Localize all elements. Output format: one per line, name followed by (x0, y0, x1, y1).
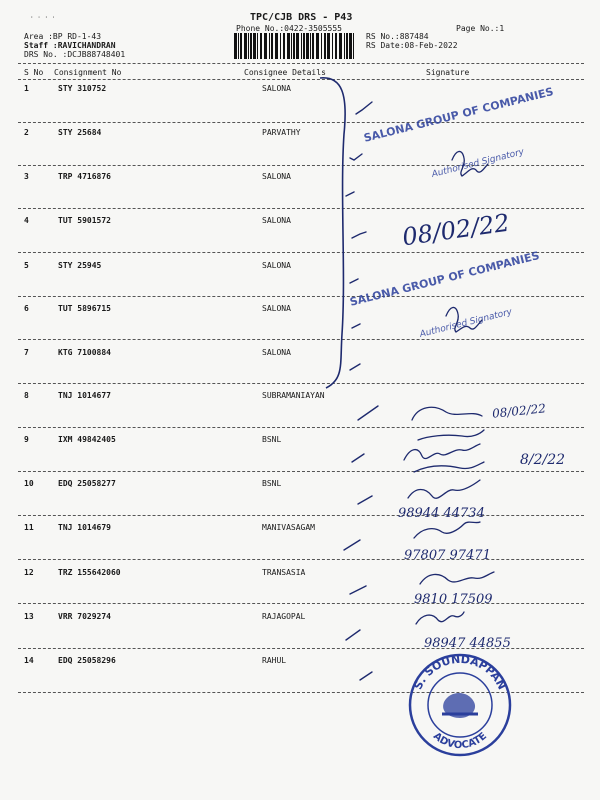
row-consignment: TNJ 1014679 (58, 523, 111, 532)
advocate-seal (400, 650, 520, 760)
row-consignment: KTG 7100884 (58, 348, 111, 357)
row-consignment: STY 25684 (58, 128, 102, 137)
authorised-stamp: Authorised Signatory (430, 147, 526, 180)
seal-title: ADVOCATE (430, 730, 490, 752)
row-consignee: SUBRAMANIAYAN (262, 391, 325, 400)
row-consignee: SALONA (262, 216, 291, 225)
row-consignee: SALONA (262, 172, 291, 181)
row-sno: 2 (24, 128, 29, 137)
page-number: Page No.:1 (456, 24, 505, 33)
handwritten-phone: 9810 17509 (414, 592, 493, 607)
handwritten-phone: 97807 97471 (404, 548, 491, 563)
authorised-stamp: Authorised Signatory (418, 307, 514, 340)
row-sno: 14 (24, 656, 34, 665)
row-consignee: SALONA (262, 84, 291, 93)
row-consignment: IXM 49842405 (58, 435, 116, 444)
col-consignment: Consignment No (54, 68, 122, 77)
row-sno: 10 (24, 479, 34, 488)
drs-number: DRS No. :DCJB88748401 (24, 50, 126, 59)
handwritten-date: 08/02/22 (400, 208, 512, 252)
row-consignee: SALONA (262, 348, 291, 357)
row-consignee: BSNL (262, 479, 282, 488)
rs-date: RS Date:08-Feb-2022 (366, 41, 458, 50)
phone-number: Phone No.:0422-3505555 (236, 24, 342, 33)
row-sno: 12 (24, 568, 34, 577)
row-sno: 6 (24, 304, 29, 313)
row-consignee: SALONA (262, 304, 291, 313)
row-sno: 5 (24, 261, 29, 270)
row-consignee: BSNL (262, 435, 282, 444)
row-consignment: STY 310752 (58, 84, 107, 93)
handwritten-date: 08/02/22 (491, 401, 547, 421)
row-consignee: PARVATHY (262, 128, 301, 137)
row-consignee: RAHUL (262, 656, 287, 665)
page-title: TPC/CJB DRS - P43 (250, 12, 353, 23)
row-sno: 7 (24, 348, 29, 357)
row-sno: 4 (24, 216, 29, 225)
row-consignment: EDQ 25058277 (58, 479, 116, 488)
staff-name: Staff :RAVICHANDRAN (24, 41, 116, 50)
row-consignment: TUT 5896715 (58, 304, 111, 313)
svg-text:ADVOCATE (431, 731, 489, 752)
row-consignee: RAJAGOPAL (262, 612, 306, 621)
row-consignee: MANIVASAGAM (262, 523, 315, 532)
handwritten-phone: 98947 44855 (424, 636, 511, 651)
row-consignment: VRR 7029274 (58, 612, 111, 621)
row-sno: 11 (24, 523, 34, 532)
area-code: Area :BP RD-1-43 (24, 32, 102, 41)
row-sno: 8 (24, 391, 29, 400)
row-consignment: TRZ 155642060 (58, 568, 121, 577)
row-consignment: EDQ 25058296 (58, 656, 116, 665)
row-consignee: TRANSASIA (262, 568, 306, 577)
col-consignee: Consignee Details (244, 68, 326, 77)
row-sno: 13 (24, 612, 34, 621)
row-consignment: TNJ 1014677 (58, 391, 111, 400)
corner-marks: · · · · (30, 14, 56, 21)
company-stamp: SALONA GROUP OF COMPANIES (348, 249, 541, 309)
row-consignee: SALONA (262, 261, 291, 270)
row-consignment: TRP 4716876 (58, 172, 111, 181)
rs-number: RS No.:887484 (366, 32, 429, 41)
svg-text:S. SOUNDAPPAN (411, 653, 508, 692)
row-sno: 1 (24, 84, 29, 93)
row-consignment: STY 25945 (58, 261, 102, 270)
handwritten-phone: 98944 44734 (398, 506, 485, 521)
company-stamp: SALONA GROUP OF COMPANIES (362, 85, 555, 145)
row-consignment: TUT 5901572 (58, 216, 111, 225)
col-sno: S No (24, 68, 44, 77)
row-sno: 3 (24, 172, 29, 181)
col-signature: Signature (426, 68, 470, 77)
handwritten-date: 8/2/22 (520, 452, 566, 468)
seal-name: S. SOUNDAPPAN (411, 652, 509, 692)
row-sno: 9 (24, 435, 29, 444)
